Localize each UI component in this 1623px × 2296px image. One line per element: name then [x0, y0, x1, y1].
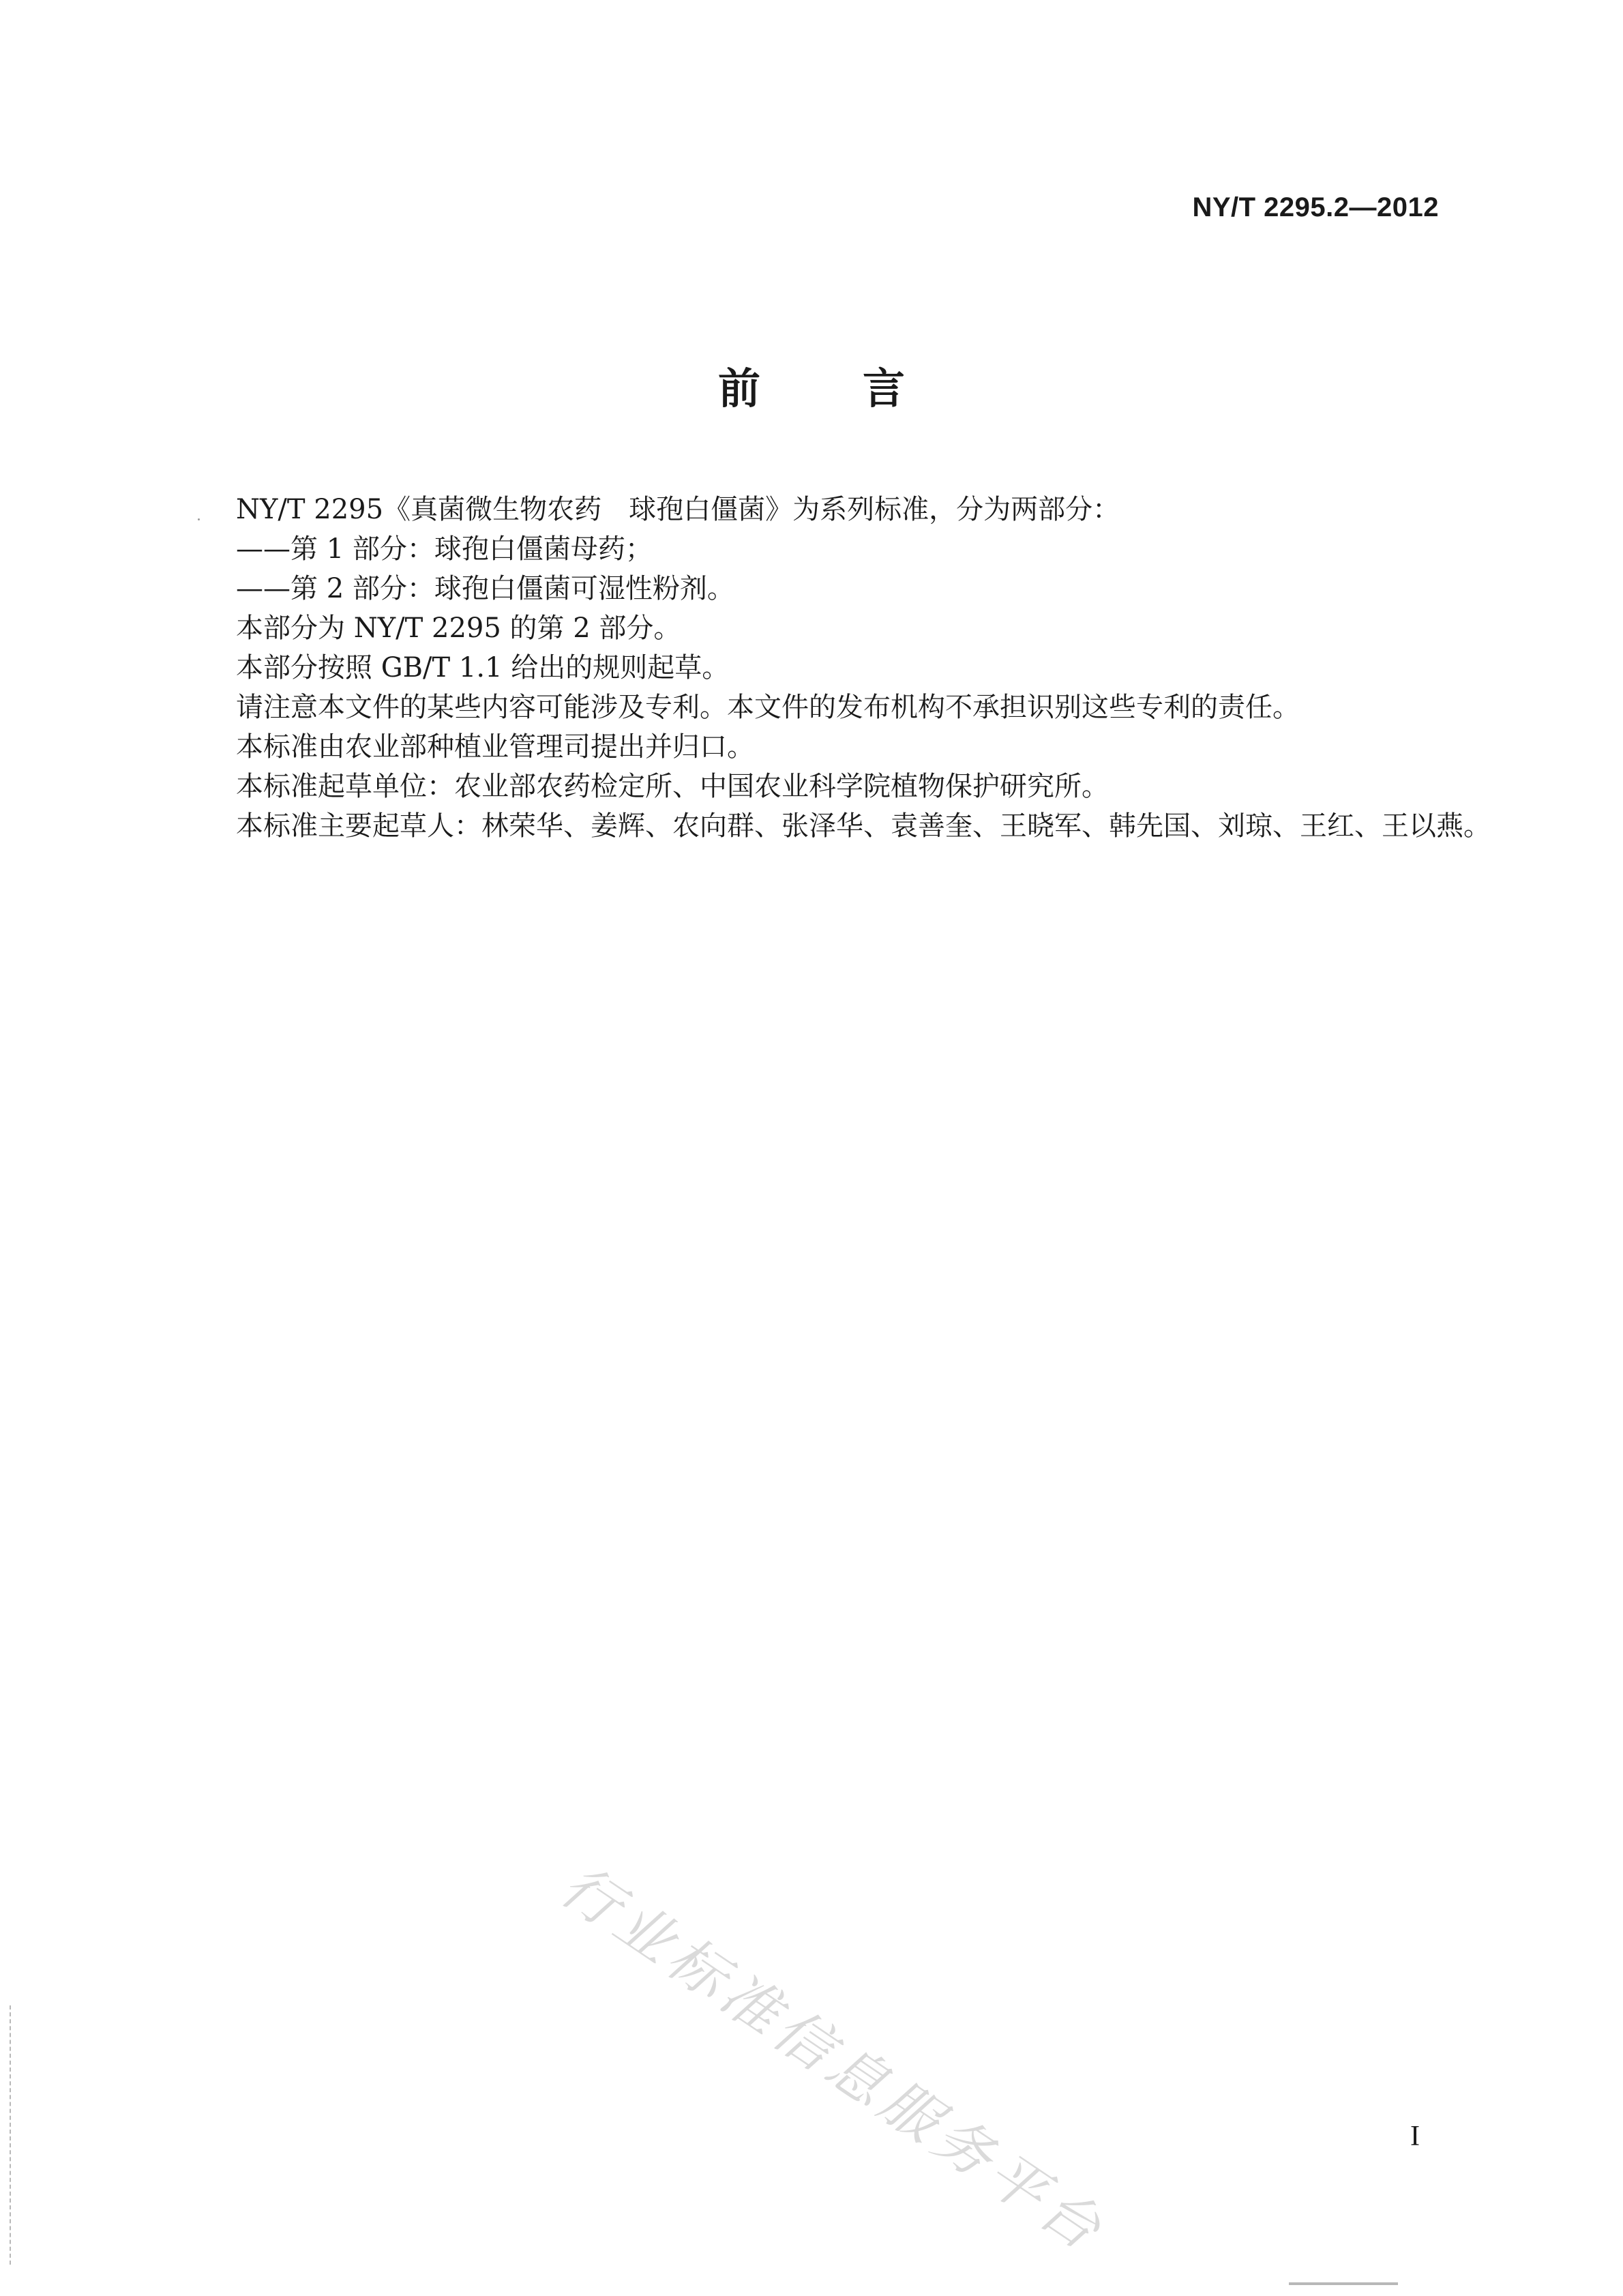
scan-speck: [198, 518, 200, 520]
paragraph-series-intro: NY/T 2295《真菌微生物农药 球孢白僵菌》为系列标准，分为两部分：: [236, 494, 1120, 525]
watermark-text: 行业标准信息服务平台: [549, 1851, 1118, 2266]
page-title: 前言: [717, 364, 1007, 413]
page-number: I: [1410, 2121, 1420, 2152]
paragraph-part-1: ——第 1 部分：球孢白僵菌母药；: [236, 533, 653, 565]
foreword-body: [236, 490, 1491, 846]
paragraph-patent-notice: 请注意本文件的某些内容可能涉及专利。本文件的发布机构不承担识别这些专利的责任。: [236, 692, 1300, 723]
paragraph-drafters: 本标准主要起草人：林荣华、姜辉、农向群、张泽华、袁善奎、王晓军、韩先国、刘琼、王红、王以燕。: [236, 810, 1491, 842]
standard-code: NY/T 2295.2—2012: [1192, 192, 1439, 222]
paragraph-part-2: ——第 2 部分：球孢白僵菌可湿性粉剂。: [236, 573, 734, 604]
scan-edge-artifact: [10, 2005, 12, 2265]
paragraph-proposer: 本标准由农业部种植业管理司提出并归口。: [236, 731, 754, 763]
paragraph-drafting-rules: 本部分按照 GB/T 1.1 给出的规则起草。: [236, 652, 730, 683]
scan-smudge: [1289, 2282, 1398, 2285]
paragraph-this-part: 本部分为 NY/T 2295 的第 2 部分。: [236, 613, 681, 644]
paragraph-drafting-units: 本标准起草单位：农业部农药检定所、中国农业科学院植物保护研究所。: [236, 771, 1109, 802]
